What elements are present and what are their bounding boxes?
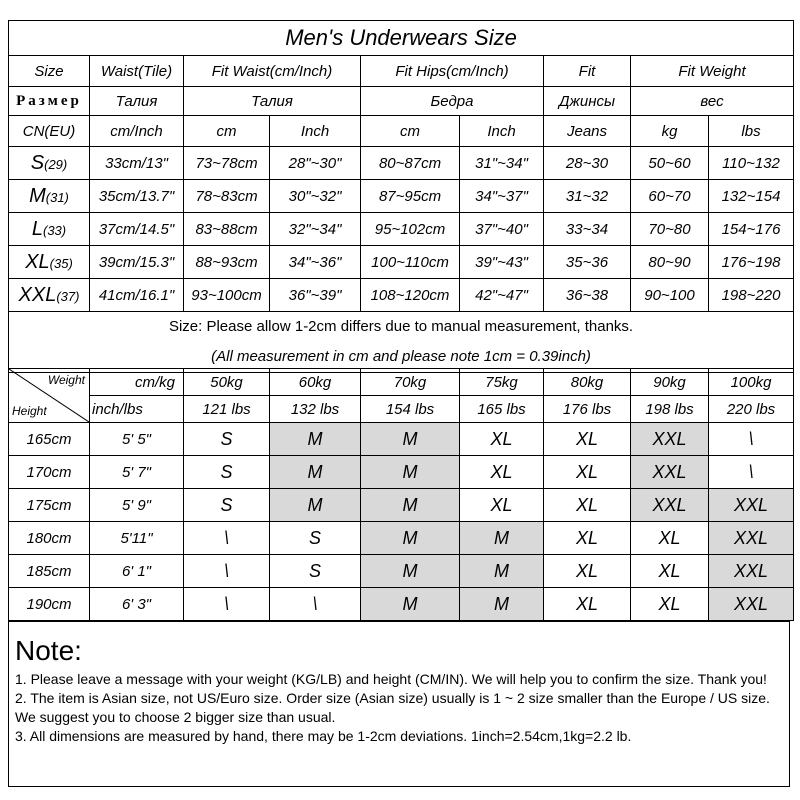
recommended-size: XXL [631, 456, 709, 489]
waist-tile-unit-header: cm/Inch [90, 116, 184, 147]
height-ft: 6' 3" [90, 588, 184, 621]
weight-kg-value: 90~100 [631, 279, 709, 312]
fit-waist-ru-header: Талия [184, 87, 361, 116]
size-ru-header: Размер [9, 87, 90, 116]
recommended-size: XL [544, 489, 631, 522]
fit-hips-ru-header: Бедра [361, 87, 544, 116]
fit-ru-header: Джинсы [544, 87, 631, 116]
height-cm: 180cm [9, 522, 90, 555]
size-note: Size: Please allow 1-2cm differs due to manual measurement, thanks. [168, 318, 634, 335]
weight-lbs: 165 lbs [460, 396, 544, 423]
recommended-size: XXL [709, 522, 794, 555]
recommend-table [8, 368, 794, 621]
hips-inch-value: 42"~47" [460, 279, 544, 312]
size-row [9, 147, 794, 180]
waist-inch-value: 30"~32" [270, 180, 361, 213]
size-number: (29) [44, 156, 68, 172]
recommended-size: \ [709, 423, 794, 456]
recommended-size: M [361, 423, 460, 456]
recommended-size: XL [631, 522, 709, 555]
recommended-size: M [361, 522, 460, 555]
recommended-size: XXL [709, 588, 794, 621]
height-ft: 5' 7" [90, 456, 184, 489]
waist-tile-value: 39cm/15.3" [90, 246, 184, 279]
recommended-size: M [270, 489, 361, 522]
size-letter: XL [25, 250, 50, 273]
size-row [9, 180, 794, 213]
height-cm: 170cm [9, 456, 90, 489]
jeans-value: 33~34 [544, 213, 631, 246]
waist-cm-value: 78~83cm [184, 180, 270, 213]
hips-inch-value: 39"~43" [460, 246, 544, 279]
weight-lbs: 154 lbs [361, 396, 460, 423]
recommended-size: S [270, 555, 361, 588]
waist-tile-value: 37cm/14.5" [90, 213, 184, 246]
waist-inch-value: 28"~30" [270, 147, 361, 180]
recommended-size: M [270, 423, 361, 456]
waist-inch-header: Inch [270, 116, 361, 147]
size-number: (37) [56, 288, 80, 304]
size-label-cell [9, 246, 90, 279]
jeans-value: 31~32 [544, 180, 631, 213]
size-note-cell [9, 312, 794, 373]
waist-inch-value: 34"~36" [270, 246, 361, 279]
recommended-size: XXL [631, 489, 709, 522]
size-header: Size [9, 56, 90, 87]
lbs-header: lbs [709, 116, 794, 147]
recommend-row [9, 555, 794, 588]
recommended-size: M [361, 588, 460, 621]
recommended-size: \ [184, 588, 270, 621]
recommended-size: XL [544, 423, 631, 456]
measure-note: (All measurement in cm and please note 1cm = 0.39inch) [211, 348, 591, 365]
recommend-rows [9, 423, 794, 621]
recommended-size: XXL [631, 423, 709, 456]
note-title: Note: [15, 635, 82, 666]
height-ft: 5' 5" [90, 423, 184, 456]
recommended-size: XL [631, 555, 709, 588]
recommended-size: S [184, 456, 270, 489]
waist-tile-value: 35cm/13.7" [90, 180, 184, 213]
waist-cm-value: 83~88cm [184, 213, 270, 246]
size-letter: XXL [18, 283, 57, 306]
weight-kg: 70kg [361, 369, 460, 396]
weight-lbs: 198 lbs [631, 396, 709, 423]
waist-cm-value: 88~93cm [184, 246, 270, 279]
recommended-size: XL [460, 423, 544, 456]
recommended-size: \ [184, 522, 270, 555]
waist-tile-ru-header: Талия [90, 87, 184, 116]
recommend-row [9, 489, 794, 522]
height-cm: 190cm [9, 588, 90, 621]
recommend-row [9, 522, 794, 555]
size-row [9, 213, 794, 246]
recommended-size: XL [544, 588, 631, 621]
recommended-size: M [361, 555, 460, 588]
recommended-size: XL [460, 456, 544, 489]
jeans-value: 28~30 [544, 147, 631, 180]
recommended-size: \ [270, 588, 361, 621]
waist-tile-value: 33cm/13" [90, 147, 184, 180]
hips-cm-header: cm [361, 116, 460, 147]
size-label-cell [9, 213, 90, 246]
recommended-size: XL [460, 489, 544, 522]
recommend-row [9, 456, 794, 489]
waist-cm-value: 93~100cm [184, 279, 270, 312]
weight-lbs-value: 176~198 [709, 246, 794, 279]
fit-hips-header: Fit Hips(cm/Inch) [361, 56, 544, 87]
height-cm: 185cm [9, 555, 90, 588]
size-number: (35) [49, 255, 73, 271]
hips-inch-value: 34"~37" [460, 180, 544, 213]
waist-inch-value: 32"~34" [270, 213, 361, 246]
hips-inch-value: 37"~40" [460, 213, 544, 246]
recommended-size: XL [544, 456, 631, 489]
height-ft: 6' 1" [90, 555, 184, 588]
cn-eu-header: CN(EU) [9, 116, 90, 147]
fit-weight-header: Fit Weight [631, 56, 794, 87]
hips-cm-value: 100~110cm [361, 246, 460, 279]
weight-kg-value: 50~60 [631, 147, 709, 180]
recommended-size: S [270, 522, 361, 555]
recommended-size: XL [631, 588, 709, 621]
hips-inch-value: 31"~34" [460, 147, 544, 180]
waist-cm-header: cm [184, 116, 270, 147]
weight-kg: 90kg [631, 369, 709, 396]
recommend-row [9, 588, 794, 621]
size-chart-table [8, 20, 794, 373]
weight-kg: 80kg [544, 369, 631, 396]
weight-height-corner [9, 369, 90, 423]
jeans-value: 36~38 [544, 279, 631, 312]
recommended-size: M [361, 456, 460, 489]
recommended-size: S [184, 489, 270, 522]
note-line: 1. Please leave a message with your weight (KG/LB) and height (CM/IN). We will help you to confirm the size. Thank you! [15, 671, 767, 687]
jeans-value: 35~36 [544, 246, 631, 279]
size-row [9, 279, 794, 312]
recommended-size: XL [544, 555, 631, 588]
weight-kg-value: 80~90 [631, 246, 709, 279]
recommended-size: XXL [709, 489, 794, 522]
size-number: (33) [43, 222, 67, 238]
size-row [9, 246, 794, 279]
weight-lbs-value: 110~132 [709, 147, 794, 180]
kg-header: kg [631, 116, 709, 147]
jeans-header: Jeans [544, 116, 631, 147]
fit-weight-ru-header: вес [631, 87, 794, 116]
hips-cm-value: 80~87cm [361, 147, 460, 180]
weight-kg-value: 60~70 [631, 180, 709, 213]
height-label: Height [12, 404, 47, 418]
size-label-cell [9, 147, 90, 180]
recommended-size: XXL [709, 555, 794, 588]
hips-cm-value: 87~95cm [361, 180, 460, 213]
weight-kg-value: 70~80 [631, 213, 709, 246]
recommended-size: M [460, 522, 544, 555]
weight-lbs-value: 132~154 [709, 180, 794, 213]
recommended-size: M [361, 489, 460, 522]
recommended-size: S [184, 423, 270, 456]
hips-cm-value: 95~102cm [361, 213, 460, 246]
hips-cm-value: 108~120cm [361, 279, 460, 312]
recommended-size: \ [184, 555, 270, 588]
weight-lbs: 220 lbs [709, 396, 794, 423]
weight-lbs: 121 lbs [184, 396, 270, 423]
weight-lbs-value: 154~176 [709, 213, 794, 246]
weight-kg: 100kg [709, 369, 794, 396]
size-rows [9, 147, 794, 312]
weight-label: Weight [47, 373, 85, 387]
chart-title: Men's Underwears Size [9, 21, 794, 56]
weight-lbs: 132 lbs [270, 396, 361, 423]
note-box [8, 621, 790, 787]
weight-lbs-value: 198~220 [709, 279, 794, 312]
size-label-cell [9, 279, 90, 312]
waist-inch-value: 36"~39" [270, 279, 361, 312]
fit-header: Fit [544, 56, 631, 87]
recommend-row [9, 423, 794, 456]
weight-lbs: 176 lbs [544, 396, 631, 423]
weight-kg: 50kg [184, 369, 270, 396]
note-line: We suggest you to choose 2 bigger size than usual. [15, 709, 336, 725]
recommended-size: M [460, 555, 544, 588]
recommended-size: XL [544, 522, 631, 555]
recommended-size: M [270, 456, 361, 489]
size-number: (31) [45, 189, 69, 205]
hips-inch-header: Inch [460, 116, 544, 147]
cm-kg-label: cm/kg [90, 369, 184, 396]
weight-kg: 60kg [270, 369, 361, 396]
height-cm: 165cm [9, 423, 90, 456]
height-ft: 5' 9" [90, 489, 184, 522]
height-cm: 175cm [9, 489, 90, 522]
note-line: 3. All dimensions are measured by hand, there may be 1-2cm deviations. 1inch=2.54cm,1kg=2.2 lb. [15, 728, 632, 744]
recommended-size: \ [709, 456, 794, 489]
weight-kg: 75kg [460, 369, 544, 396]
waist-tile-header: Waist(Tile) [90, 56, 184, 87]
waist-cm-value: 73~78cm [184, 147, 270, 180]
size-letter: S [30, 151, 45, 174]
recommended-size: M [460, 588, 544, 621]
size-letter: M [29, 184, 46, 207]
inch-lbs-label: inch/lbs [90, 396, 184, 423]
fit-waist-header: Fit Waist(cm/Inch) [184, 56, 361, 87]
size-label-cell [9, 180, 90, 213]
note-line: 2. The item is Asian size, not US/Euro size. Order size (Asian size) usually is 1 ~ 2 size smaller than the Europe / US size. [15, 690, 770, 706]
height-ft: 5'11" [90, 522, 184, 555]
size-letter: L [31, 217, 43, 240]
waist-tile-value: 41cm/16.1" [90, 279, 184, 312]
